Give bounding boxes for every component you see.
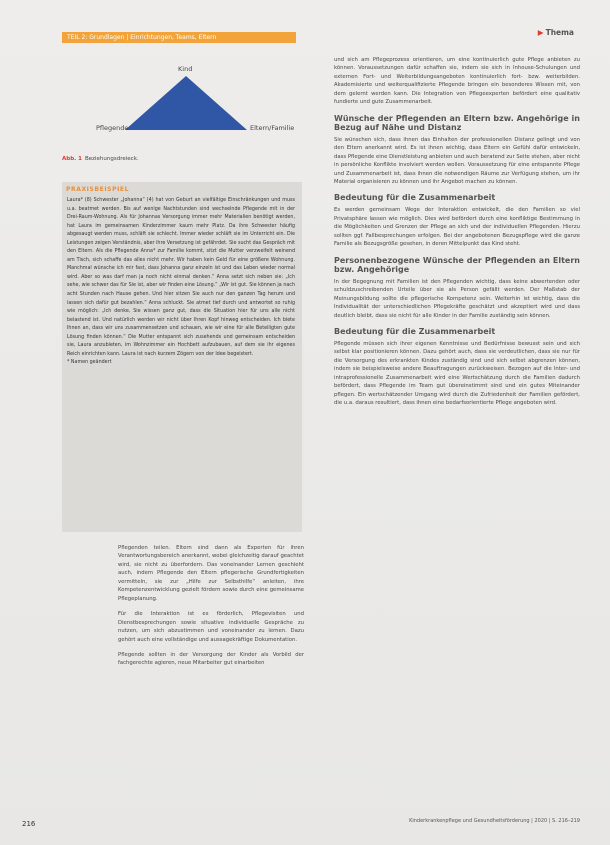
left-paragraph-3: Pflegende sollten in der Versorgung der Kinder als Vorbild der fachgerechte agieren, neue Mitarbeiter gut einarbeiten (118, 651, 304, 667)
caption-text: Beziehungsdreieck. (84, 156, 139, 162)
right-vertex-label: Eltern/Familie (250, 124, 295, 132)
section-header-bar (62, 32, 296, 43)
praxis-text: Laura* (8) Schwester „Johanna“ (4) hat von Geburt an vielfältige Einschränkungen und muss u.a. beatmet werden. Bis auf wenige Nachtstunden sind wechselnde Pflegende mit in der Drei-Raum-Wohnung. Als für Johannas Versorgung immer mehr Materialien benötigt werden, hat Laura im gemeinsamen Kinderzimmer kaum mehr Platz. Da ihre Schwester häufig abgesaugt werden muss, schläft sie schlecht. Immer wieder schläft sie im Unterricht ein. Die Leistungen zeigen Verständnis, aber ihre Versetzung ist gefährdet. Sie sucht das Gespräch mit den Eltern. Als die Pflegende Anna* zur Familie kommt, sitzt die Mutter verzweifelt weinend am Tisch, sich schaffe das alles nicht mehr. Wir haben kein Geld für eine größere Wohnung. Manchmal wünsche ich mir fast, dass Johanna ganz einzeln ist und das Leben wieder normal wird. Aber so was darf man ja noch nicht einmal denken.“ Anna setzt sich neben sie: „Ich sehe, wie schwer das für Sie ist, aber wir finden eine Lösung.“ „Wir ist gut. Sie können ja nach acht Stunden nach Hause gehen. Und hier sitzen Sie auch nur den ganzen Tag herum und lassen sich dafür gut bezahlen.“ Anna schluckt. Sie atmet tief durch und antwortet so ruhig wie möglich: „Ich denke, Sie wissen ganz gut, dass die Situation hier für uns alle nicht belastend ist. Und natürlich werden wir nicht über Ihren Kopf hinweg entscheiden. Ich biete Ihnen an, dass wir uns zusammensetzen und schauen, wie wir eine für alle Beteiligten gute Lösung finden können.“ Die Mutter entspannt sich zusehends und gemeinsam entscheiden sie, Laura anzubieten, im Wohnzimmer ein Hochbett aufzubauen, auf dem sie ihr eigenes Reich einrichten kann. Laura ist nach kurzem Zögern von der Idee begeistert. (67, 198, 295, 357)
heading-personal-wishes: Personenbezogene Wünsche der Pflegenden an Eltern bzw. Angehörige (334, 255, 580, 274)
left-paragraph-2: Für die Interaktion ist es förderlich, Pflegevisiten und Dienstbesprechungen sowie situative individuelle Gespräche zu nutzen, um sich abzustimmen und voneinander zu lernen. Dazu gehört auch eine vollständige und aussagekräftige Dokumentation. (118, 611, 304, 643)
left-paragraph-1: Pflegenden teilen. Eltern sind dann als Experten für ihren Verantwortungsbereich anerkannt, wobei gleichzeitig darauf geachtet wird, sie nicht zu überfordern. Das voneinander Lernen geschieht auch, indem Pflegende den Eltern pflegerische Grundfertigkeiten vermitteln, sie zur „Hilfe zur Selbsthilfe“ anleiten, ihre Kompetenzentwicklung gezielt fördern sowie durch eine gemeinsame Pflegeplanung. (118, 545, 304, 602)
right-paragraph-4: Pflegende müssen sich ihrer eigenen Kenntnisse und Bedürfnisse bewusst sein und sich selbst klar positionieren können. Dazu gehört auch, dass sie verdeutlichen, dass sie nur für die Versorgung des erkrankten Kindes zuständig sind und sich selbst abgrenzen können, indem sie beispielsweise andere Beauftragungen zurückweisen. Bezogen auf die Inter- und intraprofessionelle Zusammenarbeit wird eine Wertschätzung durch die Familien dadurch befördert, dass Pflegende im Team gut übereinstimmt sind und ein gutes Miteinander pflegen. Ein wertschätzender Umgang wird durch die Zufriedenheit der Familien gefördert, die u.a. daraus resultiert, dass ihnen eine bedarfsorientierte Pflege angeboten wird. (334, 340, 580, 407)
theme-tag (538, 28, 574, 37)
heading-collaboration-2: Bedeutung für die Zusammenarbeit (334, 326, 496, 336)
triangle-marker-icon: ▶ (537, 28, 544, 37)
theme-label: Thema (545, 28, 574, 37)
heading-collaboration-1: Bedeutung für die Zusammenarbeit (334, 193, 496, 203)
praxis-footnote: * Namen geändert (67, 360, 112, 366)
figure-caption (62, 156, 139, 162)
right-text-column (334, 56, 580, 415)
left-vertex-label: Pflegende (96, 124, 129, 132)
praxis-body (67, 197, 295, 368)
heading-distance-wishes: Wünsche der Pflegenden an Eltern bzw. Angehörige in Bezug auf Nähe und Distanz (334, 113, 580, 132)
right-paragraph-3: In der Begegnung mit Familien ist den Pflegenden wichtig, dass keine abwertenden oder schuldzuschreibenden Urteile über sie als Person gefällt werden. Der Maßstab der Meinungsbildung sollte die pflegerische Kompetenz sein. Weiterhin ist wichtig, dass die Individualität der unterschiedlichen Pflegekräfte geschätzt und akzeptiert wird und dass deutlich bleibt, dass sie nicht für alle Kinder in der Familie zuständig sein können. (334, 278, 580, 319)
section-header-text: TEIL 2: Grundlagen | Einrichtungen, Teams, Eltern (67, 34, 217, 41)
footer-citation: Kinderkrankenpflege und Gesundheitsförderung | 2020 | S. 216–219 (409, 818, 580, 824)
relationship-triangle-figure (62, 56, 302, 156)
right-paragraph-intro: und sich am Pflegeprozess orientieren, um eine kontinuierlich gute Pflege anbieten zu können. Voraussetzungen dafür schaffen sie, indem sie sich in Inhouse-Schulungen und externen Fort- und Weiterbildungsangeboten kontinuierlich fort- bzw. weiterbilden. Akademisierte und weiterqualifizierte Pflegende bringen ein besonderes Wissen mit, von dem gelernt werden kann. Die Integration von Pflegeexperten befördert eine qualitativ fundierte und gute Zusammenarbeit. (334, 57, 580, 106)
right-paragraph-1: Sie wünschen sich, dass ihnen das Einhalten der professionellen Distanz gelingt und von den Eltern anerkannt wird. Es ist ihnen wichtig, dass Eltern ein Gefühl dafür entwickeln, dass Pflegende eine Dienstleistung anbieten und auch beratend zur Seite stehen, aber nicht in persönliche Konflikte involviert werden wollen. Voraussetzung für eine entspannte Pflege und Zusammenarbeit ist, dass ihnen die notwendigen Räume zur Verfügung stehen, um ihr Material organisieren zu können und ihr Angebot machen zu können. (334, 136, 580, 185)
page-number: 216 (22, 820, 36, 828)
caption-number: Abb. 1 (62, 156, 82, 162)
right-paragraph-2: Es werden gemeinsam Wege der Interaktion entwickelt, die den Familien so viel Privatsphäre lassen wie möglich. Dies wird befördert durch eine konfliktige Bestimmung in die Möglichkeiten und Grenzen der Pflege an sich und der individuellen Pflegenden. Hierzu sollten ggf. Fallbesprechungen erfolgen. Bei der angebotenen Bezugspflege wird die ganze Familie als Bezugsgröße gesehen, in deren Mittelpunkt das Kind steht. (334, 207, 580, 248)
apex-label: Kind (178, 65, 193, 73)
left-text-column (118, 544, 304, 675)
praxis-title: PRAXISBEISPIEL (66, 186, 130, 193)
triangle-shape (125, 76, 247, 130)
praxis-example-box (62, 182, 302, 532)
